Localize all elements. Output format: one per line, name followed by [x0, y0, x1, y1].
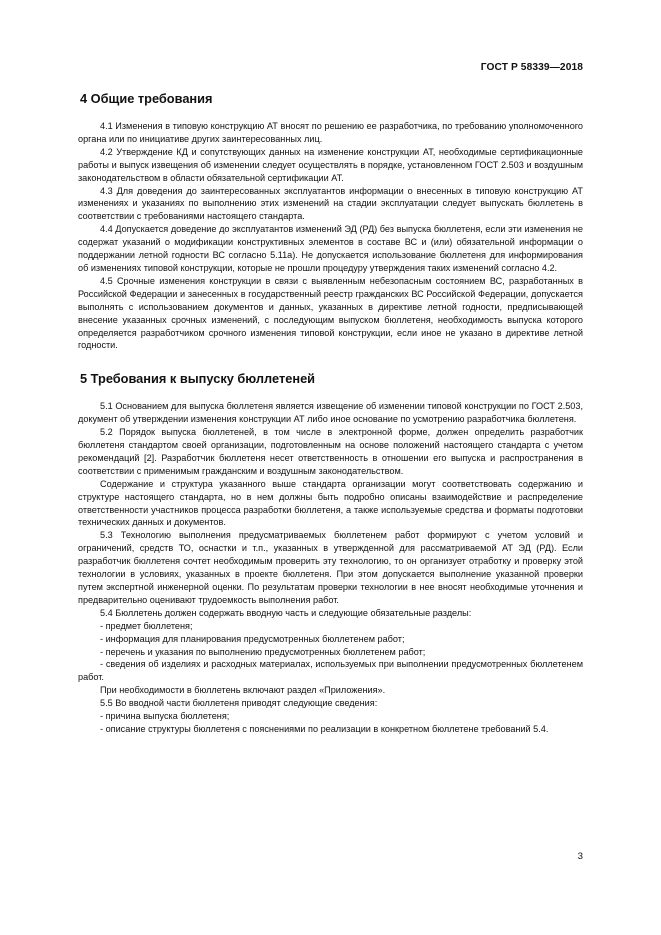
paragraph-5-2-continued: Содержание и структура указанного выше стандарта организации могут соответствовать содержанию и структуре настоящего стандарта, но в нем должны быть подробно описаны взаимодействие и распределение ответственности участников процесса разработки бюллетеня, а также используемые средства и форматы подготовки технических данных и документов.: [78, 478, 583, 528]
section-5-title: 5 Требования к выпуску бюллетеней: [80, 371, 316, 387]
list-item: - причина выпуска бюллетеня;: [100, 711, 230, 722]
list-item: - информация для планирования предусмотренных бюллетенем работ;: [100, 633, 405, 644]
paragraph-4-2: 4.2 Утверждение КД и сопутствующих данных на изменение конструкции АТ, необходимые сертификационные работы и выпуск извещения об изменении следует осуществлять в порядке, установленном ГОСТ 2.503 и воздушным законодательством в области обязательной сертификации АТ.: [78, 146, 583, 183]
paragraph-appendices-note: При необходимости в бюллетень включают раздел «Приложения».: [100, 685, 386, 696]
paragraph-5-1: 5.1 Основанием для выпуска бюллетеня является извещение об изменении типовой конструкции по ГОСТ 2.503, документ об утверждении изменения конструкции АТ либо иное основание по усмотрению разработчика бюллетеня.: [78, 401, 583, 425]
page-number: 3: [577, 851, 583, 862]
paragraph-5-5: 5.5 Во вводной части бюллетеня приводят следующие сведения:: [100, 698, 378, 709]
paragraph-5-4: 5.4 Бюллетень должен содержать вводную часть и следующие обязательные разделы:: [100, 607, 472, 618]
list-item: - описание структуры бюллетеня с пояснениями по реализации в конкретном бюллетене требований 5.4.: [100, 723, 549, 734]
document-code: ГОСТ Р 58339—2018: [480, 62, 583, 73]
paragraph-4-1: 4.1 Изменения в типовую конструкцию АТ вносят по решению ее разработчика, по требованию уполномоченного органа или по инициативе других заинтересованных лиц.: [78, 121, 583, 144]
paragraph-4-5: 4.5 Срочные изменения конструкции в связи с выявленным небезопасным состоянием ВС, разработанных в Российской Федерации и занесенных в государственный реестр гражданских ВС Российской Федерации, допускается выполнять с использованием документов и данных, указанных в директиве летной годности, предписывающей внесение указанных срочных изменений, с последующим выпуском бюллетеня, необходимость выпуска которого определяется разработчиком срочного изменения типовой конструкции, если иное не указано в директиве летной годности.: [78, 275, 583, 351]
paragraph-4-3: 4.3 Для доведения до заинтересованных эксплуатантов информации о внесенных в типовую конструкцию АТ изменениях и указаниях по выполнению этих изменений на стадии эксплуатации следует выпускать бюллетень в соответствии с требованиями настоящего стандарта.: [78, 185, 583, 222]
list-item: - предмет бюллетеня;: [100, 620, 193, 631]
list-item: - перечень и указания по выполнению предусмотренных бюллетенем работ;: [100, 646, 426, 657]
paragraph-5-2: 5.2 Порядок выпуска бюллетеней, в том числе в электронной форме, должен определить разработчик бюллетеня стандартом своей организации, подготовленным на основе положений настоящего стандарта с учетом рекомендаций [2]. Разработчик бюллетеня несет ответственность в отношении его выпуска и распространения в соответствии с применимым гражданским и воздушным законодательством.: [78, 427, 583, 476]
paragraph-5-3: 5.3 Технологию выполнения предусматриваемых бюллетенем работ формируют с учетом условий и ограничений, средств ТО, оснастки и т.п., указанных в утвержденной для рассматриваемой АТ ЭД (РД). Если разработчик бюллетеня сочтет необходимым проверить эту технологию, то он организует отработку и проверку этой технологии в условиях, указанных в проекте бюллетеня. При этом допускается выполнение указанной проверки путем экспертной инженерной оценки. По результатам проверки технологии в нее вносят необходимые уточнения и предварительно оценивают трудоемкость выполнения работ.: [78, 530, 583, 605]
list-item: - сведения об изделиях и расходных материалах, используемых при выполнении предусмотренных бюллетенем работ.: [78, 659, 583, 683]
page-content: [78, 90, 583, 736]
section-4-title: 4 Общие требования: [80, 91, 213, 106]
paragraph-4-4: 4.4 Допускается доведение до эксплуатантов изменений ЭД (РД) без выпуска бюллетеня, если эти изменения не содержат указаний о модификации конструктивных элементов в составе ВС и (или) обязательной информации о поддержании летной годности ВС согласно 5.11а). Не допускается использование бюллетеня для информирования об изменениях типовой конструкции, которые не прошли процедуру утверждения таких изменений согласно 4.2.: [78, 224, 583, 273]
